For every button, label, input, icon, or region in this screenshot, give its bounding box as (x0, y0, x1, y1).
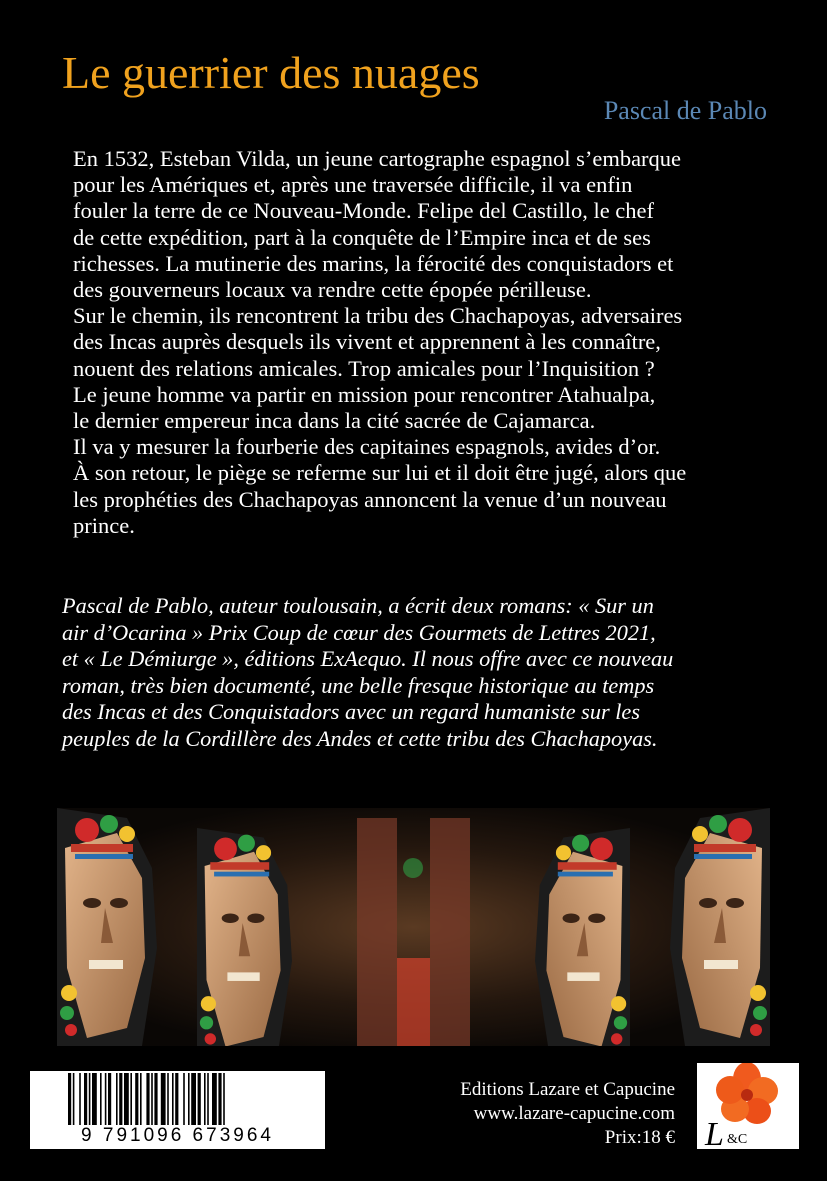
publisher-name: Editions Lazare et Capucine (460, 1079, 675, 1100)
summary-line: fouler la terre de ce Nouveau-Monde. Felipe del Castillo, le chef (73, 198, 655, 224)
barcode-bar (167, 1073, 169, 1125)
cover-artwork (57, 808, 770, 1046)
barcode-bar (84, 1073, 87, 1125)
summary-line: richesses. La mutinerie des marins, la férocité des conquistadors et (73, 250, 674, 276)
barcode-bar (105, 1073, 107, 1125)
author-bio (62, 593, 782, 752)
barcode-bar (175, 1073, 178, 1125)
summary-line: Il va y mesurer la fourberie des capitaines espagnols, avides d’or. (73, 434, 661, 460)
barcode-bars (30, 1071, 325, 1127)
bio-line: peuples de la Cordillère des Andes et cette tribu des Chachapoyas. (62, 725, 658, 751)
barcode-bar (92, 1073, 97, 1125)
barcode-bar (218, 1073, 221, 1125)
bio-line: air d’Ocarina » Prix Coup de cœur des Gourmets de Lettres 2021, (62, 619, 656, 645)
publisher-logo (697, 1063, 799, 1149)
barcode-bar (100, 1073, 102, 1125)
barcode-bar (89, 1073, 91, 1125)
barcode-bar (191, 1073, 196, 1125)
summary-line: des gouverneurs locaux va rendre cette épopée périlleuse. (73, 277, 592, 303)
barcode-bar (119, 1073, 122, 1125)
summary-line: pour les Amériques et, après une traversée difficile, il va enfin (73, 172, 633, 198)
summary-line: des Incas auprès desquels ils vivent et apprennent à les connaître, (73, 329, 661, 355)
nasturtium-flower-logo (697, 1063, 799, 1149)
summary-line: les prophéties des Chachapoyas annoncent la venue d’un nouveau (73, 486, 667, 512)
summary-line: Sur le chemin, ils rencontrent la tribu des Chachapoyas, adversaires (73, 303, 683, 329)
barcode-bar (223, 1073, 225, 1125)
barcode-bar (154, 1073, 157, 1125)
summary-line: prince. (73, 512, 135, 538)
author-name: Pascal de Pablo (603, 96, 767, 125)
barcode-bar (183, 1073, 185, 1125)
barcode-bar (212, 1073, 217, 1125)
barcode-bar (151, 1073, 153, 1125)
bio-line: roman, très bien documenté, une belle fresque historique au temps (62, 672, 655, 698)
summary-line: nouent des relations amicales. Trop amicales pour l’Inquisition ? (73, 355, 655, 381)
book-summary (73, 146, 773, 539)
barcode-bar (161, 1073, 166, 1125)
svg-text:L: L (705, 1116, 724, 1149)
isbn-number: 9 791096 673964 (81, 1125, 274, 1146)
book-title: Le guerrier des nuages (62, 47, 480, 98)
barcode-bar (172, 1073, 174, 1125)
barcode-bar (140, 1073, 142, 1125)
publisher-info (460, 1078, 675, 1150)
summary-line: de cette expédition, part à la conquête de l’Empire inca et de ses (73, 224, 651, 250)
barcode-bar (108, 1073, 111, 1125)
summary-line: En 1532, Esteban Vilda, un jeune cartographe espagnol s’embarque (73, 146, 682, 171)
svg-text:&C: &C (727, 1132, 748, 1147)
mask-sculptures-image (57, 808, 770, 1046)
summary-line: À son retour, le piège se referme sur lui et il doit être jugé, alors que (73, 460, 687, 486)
price: Prix:18 € (604, 1127, 675, 1148)
barcode-bar (68, 1073, 71, 1125)
barcode (30, 1071, 325, 1149)
bio-line: des Incas et des Conquistadors avec un regard humaniste sur les (62, 699, 641, 724)
barcode-bar (207, 1073, 209, 1125)
summary-line: Le jeune homme va partir en mission pour rencontrer Atahualpa, (73, 381, 656, 407)
bio-line: et « Le Démiurge », éditions ExAequo. Il nous offre avec ce nouveau (62, 646, 674, 671)
barcode-bar (204, 1073, 206, 1125)
summary-line: le dernier empereur inca dans la cité sacrée de Cajamarca. (73, 408, 596, 434)
barcode-bar (116, 1073, 118, 1125)
publisher-website: www.lazare-capucine.com (473, 1103, 675, 1124)
barcode-bar (79, 1073, 81, 1125)
barcode-bar (73, 1073, 75, 1125)
barcode-bar (146, 1073, 149, 1125)
barcode-bar (135, 1073, 138, 1125)
barcode-bar (188, 1073, 190, 1125)
barcode-bar (198, 1073, 201, 1125)
barcode-bar (124, 1073, 129, 1125)
barcode-bar (130, 1073, 132, 1125)
bio-line: Pascal de Pablo, auteur toulousain, a écrit deux romans: « Sur un (62, 593, 654, 618)
